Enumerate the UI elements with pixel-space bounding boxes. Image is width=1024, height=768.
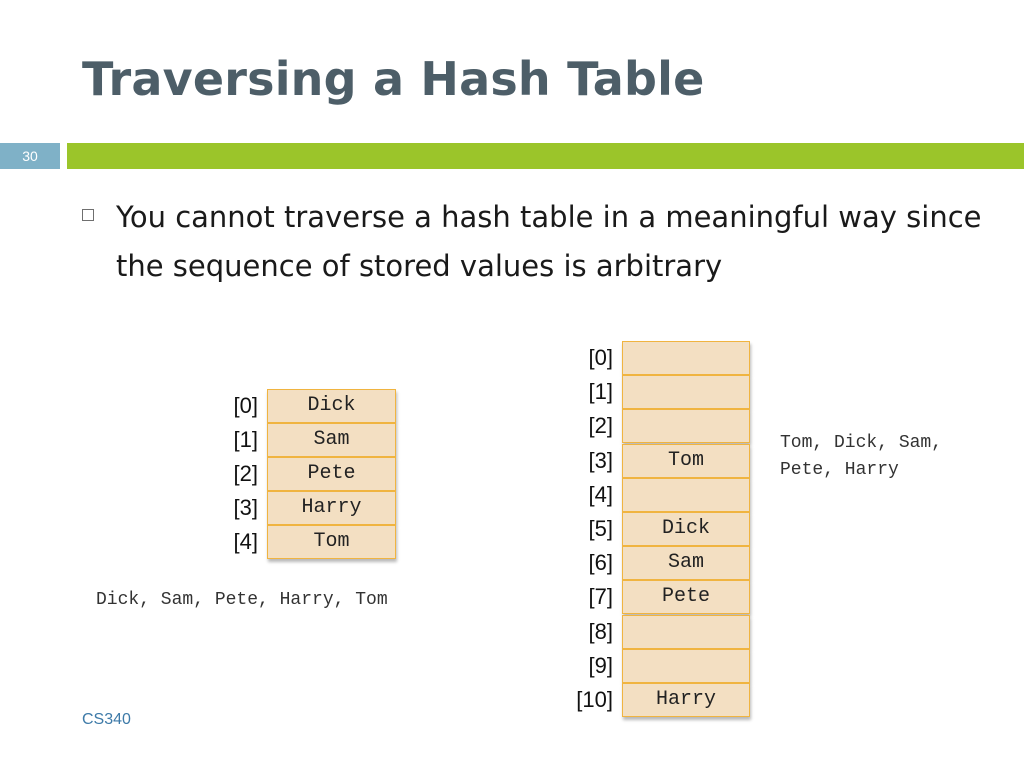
- bucket-cell: [622, 341, 750, 375]
- right-sequence-line-1: Tom, Dick, Sam,: [780, 433, 943, 453]
- bucket-index: [3]: [588, 447, 613, 473]
- bucket-cell: Tom: [622, 444, 750, 478]
- bucket-index: [6]: [588, 550, 613, 576]
- right-sequence-line-2: Pete, Harry: [780, 460, 899, 480]
- bucket-index: [0]: [588, 345, 613, 370]
- table-row: [224, 389, 396, 423]
- table-row: [566, 444, 750, 478]
- slide-number: 30: [0, 143, 60, 169]
- bucket-index: [5]: [588, 516, 613, 541]
- bucket-cell: [622, 409, 750, 443]
- table-row: [566, 341, 750, 375]
- table-row: [566, 683, 750, 717]
- table-row: [224, 423, 396, 457]
- table-row: [566, 580, 750, 614]
- table-row: [224, 525, 396, 559]
- bucket-index: [8]: [588, 618, 613, 644]
- table-row: [566, 512, 750, 546]
- accent-bar: [67, 143, 1024, 169]
- left-sequence: Dick, Sam, Pete, Harry, Tom: [96, 590, 388, 610]
- bucket-index: [2]: [233, 461, 258, 486]
- bucket-cell: Dick: [267, 389, 396, 423]
- bucket-cell: Harry: [622, 683, 750, 717]
- footer-course: CS340: [82, 711, 131, 728]
- bucket-cell: Sam: [622, 546, 750, 580]
- bucket-cell: [622, 615, 750, 649]
- bucket-index: [4]: [233, 529, 258, 554]
- bucket-index: [4]: [588, 481, 613, 507]
- table-row: [224, 457, 396, 491]
- table-row: [566, 546, 750, 580]
- left-hash-table: [224, 389, 399, 561]
- bucket-cell: Sam: [267, 423, 396, 457]
- bucket-index: [1]: [588, 379, 613, 405]
- table-row: [566, 409, 750, 443]
- bullet-text: You cannot traverse a hash table in a meaningful way since the sequence of stored values is arbitrary: [116, 200, 982, 283]
- bucket-cell: [622, 649, 750, 683]
- bullet-square-icon: [82, 209, 94, 221]
- bucket-index: [7]: [588, 584, 613, 610]
- table-row: [566, 615, 750, 649]
- table-row: [566, 375, 750, 409]
- bucket-index: [2]: [588, 413, 613, 439]
- right-hash-table: [566, 341, 756, 718]
- bucket-index: [1]: [233, 427, 258, 452]
- bucket-index: [0]: [233, 393, 258, 418]
- bucket-cell: Harry: [267, 491, 396, 525]
- slide-title: Traversing a Hash Table: [82, 52, 705, 106]
- bucket-cell: Pete: [267, 457, 396, 491]
- bucket-index: [10]: [576, 687, 613, 712]
- bucket-cell: [622, 478, 750, 512]
- table-row: [566, 649, 750, 683]
- table-row: [566, 478, 750, 512]
- bucket-cell: Pete: [622, 580, 750, 614]
- bucket-index: [9]: [588, 652, 613, 678]
- bucket-cell: Dick: [622, 512, 750, 546]
- table-row: [224, 491, 396, 525]
- bucket-cell: Tom: [267, 525, 396, 559]
- bucket-cell: [622, 375, 750, 409]
- bucket-index: [3]: [233, 495, 258, 520]
